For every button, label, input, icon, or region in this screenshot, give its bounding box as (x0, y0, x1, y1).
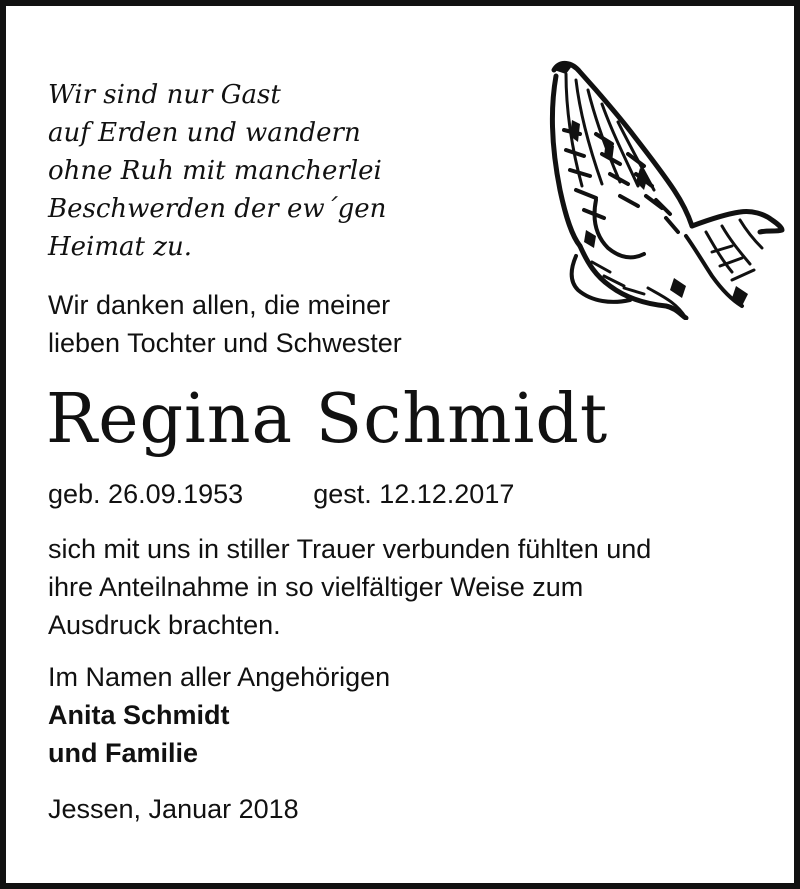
thanks-text (48, 286, 528, 362)
life-dates (48, 476, 768, 512)
body-line: sich mit uns in stiller Trauer verbunden fühlten und (48, 534, 652, 564)
body-line: Ausdruck brachten. (48, 610, 281, 640)
deceased-name: Regina Schmidt (46, 380, 609, 459)
poem-line: ohne Ruh mit mancherlei (48, 156, 382, 186)
signature-family: und Familie (48, 738, 199, 768)
body-line: ihre Anteilnahme in so vielfältiger Weise zum (48, 572, 584, 602)
signature-name: Anita Schmidt (48, 700, 230, 730)
signature-intro: Im Namen aller Angehörigen (48, 662, 391, 692)
thanks-line: lieben Tochter und Schwester (48, 328, 402, 358)
poem-line: Wir sind nur Gast (48, 80, 281, 110)
poem-verse (48, 76, 508, 266)
poem-line: auf Erden und wandern (48, 118, 361, 148)
poem-line: Beschwerden der ew´gen (48, 194, 387, 224)
praying-hands-icon (536, 50, 786, 320)
poem-line: Heimat zu. (48, 232, 192, 262)
thanks-body (48, 530, 768, 644)
place-date: Jessen, Januar 2018 (48, 794, 299, 824)
signature-block (48, 658, 548, 772)
birth-date: geb. 26.09.1953 (48, 479, 244, 509)
death-date: gest. 12.12.2017 (313, 479, 515, 509)
thanks-line: Wir danken allen, die meiner (48, 290, 391, 320)
